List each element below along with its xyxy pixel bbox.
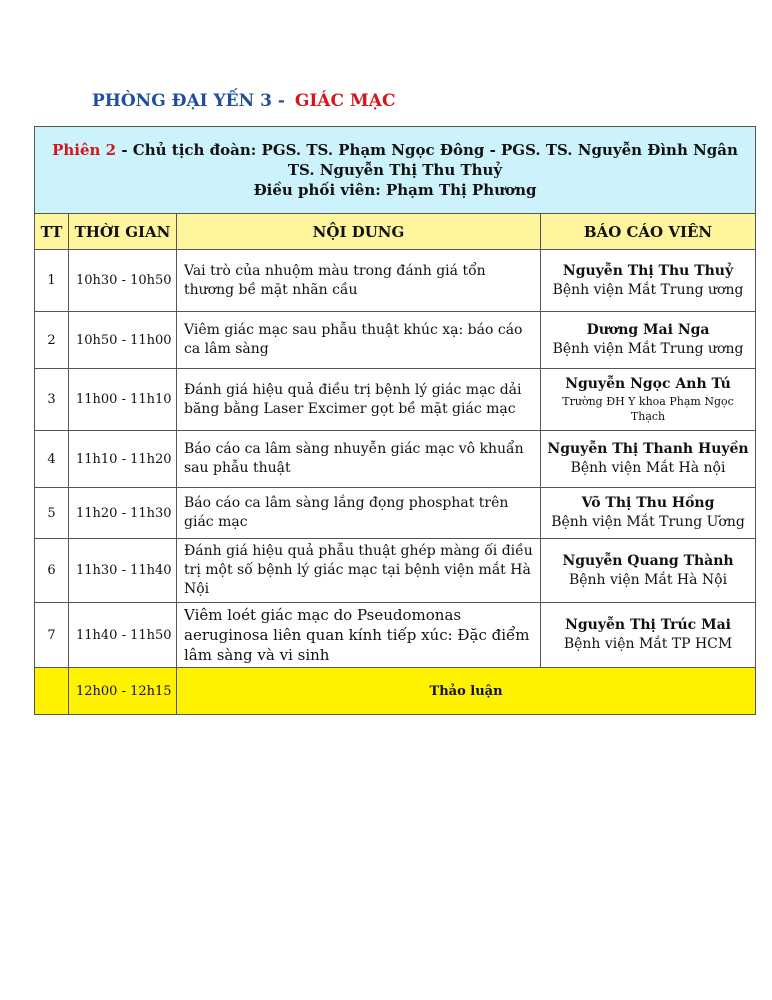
speaker-name: Nguyễn Quang Thành [562,552,734,569]
row-number: 3 [35,369,69,431]
discussion-label: Thảo luận [177,668,756,715]
row-time: 10h30 - 10h50 [69,250,177,312]
row-time: 11h00 - 11h10 [69,369,177,431]
row-time: 11h40 - 11h50 [69,603,177,668]
row-content: Vai trò của nhuộm màu trong đánh giá tổn thương bề mặt nhãn cầu [177,250,541,312]
row-speaker [541,539,756,603]
discussion-time: 12h00 - 12h15 [69,668,177,715]
table-row [35,603,756,668]
row-time: 11h30 - 11h40 [69,539,177,603]
header-content: NỘI DUNG [177,214,541,250]
row-speaker [541,488,756,539]
session-chairs: - Chủ tịch đoàn: PGS. TS. Phạm Ngọc Đông - PGS. TS. Nguyễn Đình Ngân [121,141,738,159]
speaker-org: Trường ĐH Y khoa Phạm Ngọc Thạch [562,395,734,423]
row-number: 2 [35,312,69,369]
row-number: 6 [35,539,69,603]
row-content: Viêm giác mạc sau phẫu thuật khúc xạ: báo cáo ca lâm sàng [177,312,541,369]
row-speaker [541,431,756,488]
speaker-name: Nguyễn Ngọc Anh Tú [565,376,731,392]
session-chairs-line1 [35,140,755,160]
table-row [35,539,756,603]
session-coordinator: Điều phối viên: Phạm Thị Phương [253,181,537,199]
speaker-org: Bệnh viện Mắt Trung ương [552,281,744,298]
column-header-row [35,214,756,250]
speaker-name: Võ Thị Thu Hồng [581,495,715,511]
row-speaker [541,312,756,369]
row-number: 7 [35,603,69,668]
header-tt: TT [35,214,69,250]
row-speaker [541,250,756,312]
speaker-name: Dương Mai Nga [586,322,710,338]
discussion-row [35,668,756,715]
header-time: THỜI GIAN [69,214,177,250]
session-row [35,127,756,214]
row-content: Báo cáo ca lâm sàng lắng đọng phosphat trên giác mạc [177,488,541,539]
speaker-org: Bệnh viện Mắt Trung ương [552,341,744,357]
speaker-org: Bệnh viện Mắt TP HCM [563,636,733,652]
speaker-name: Nguyễn Thị Trúc Mai [565,617,731,633]
discussion-tt [35,668,69,715]
row-content: Đánh giá hiệu quả điều trị bệnh lý giác mạc dải băng bằng Laser Excimer gọt bề mặt giác mạc [177,369,541,431]
row-time: 11h10 - 11h20 [69,431,177,488]
table-row [35,369,756,431]
table-row [35,431,756,488]
table-row [35,250,756,312]
speaker-org: Bệnh viện Mắt Hà nội [570,460,726,476]
speaker-name: Nguyễn Thị Thu Thuỷ [562,262,734,279]
session-header [35,127,756,214]
table-row [35,488,756,539]
room-name: PHÒNG ĐẠI YẾN 3 - [92,91,285,111]
speaker-org: Bệnh viện Mắt Hà Nội [568,571,728,588]
session-chairs-line2: TS. Nguyễn Thị Thu Thuỷ [287,161,503,179]
session-label: Phiên 2 [52,141,117,159]
row-speaker [541,369,756,431]
row-content: Báo cáo ca lâm sàng nhuyễn giác mạc vô khuẩn sau phẫu thuật [177,431,541,488]
row-number: 1 [35,250,69,312]
room-title [92,91,395,111]
row-number: 5 [35,488,69,539]
speaker-name: Nguyễn Thị Thanh Huyền [547,441,749,457]
schedule-table [34,126,756,715]
row-time: 10h50 - 11h00 [69,312,177,369]
header-speaker: BÁO CÁO VIÊN [541,214,756,250]
row-time: 11h20 - 11h30 [69,488,177,539]
room-topic: GIÁC MẠC [294,91,396,111]
table-row [35,312,756,369]
speaker-org: Bệnh viện Mắt Trung Ương [551,514,745,530]
row-content: Đánh giá hiệu quả phẫu thuật ghép màng ối điều trị một số bệnh lý giác mạc tại bệnh viện mắt Hà Nội [177,539,541,603]
row-content: Viêm loét giác mạc do Pseudomonas aeruginosa liên quan kính tiếp xúc: Đặc điểm lâm sàng và vi sinh [177,603,541,668]
row-speaker [541,603,756,668]
row-number: 4 [35,431,69,488]
